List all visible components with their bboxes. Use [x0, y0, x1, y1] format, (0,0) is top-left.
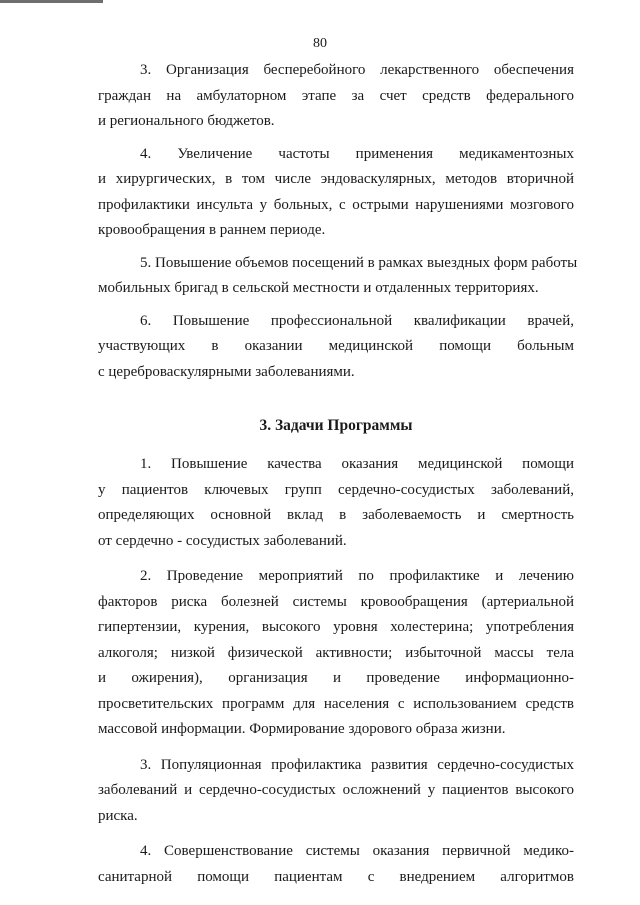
text-line: риска.	[98, 807, 138, 824]
text-line: 3. Популяционная профилактика развития сердечно-сосудистых	[140, 756, 574, 773]
task-item-4	[98, 839, 574, 890]
text-line: и ожирения), организация и проведение информационно-	[98, 670, 574, 686]
text-line: 4. Увеличение частоты применения медикаментозных	[140, 145, 574, 162]
text-line: и хирургических, в том числе эндоваскулярных, методов вторичной	[98, 171, 574, 187]
intro-item-6	[98, 309, 574, 386]
text-line: 2. Проведение мероприятий по профилактике и лечению	[140, 568, 574, 584]
intro-item-4	[98, 142, 574, 244]
text-line: 4. Совершенствование системы оказания первичной медико-	[140, 843, 574, 859]
text-line: от сердечно - сосудистых заболеваний.	[98, 532, 347, 549]
text-line: гипертензии, курения, высокого уровня холестерина; употребления	[98, 619, 574, 635]
intro-item-5	[98, 251, 578, 302]
task-item-1	[98, 452, 574, 554]
text-line: участвующих в оказании медицинской помощи больным	[98, 338, 574, 354]
text-line: с цереброваскулярными заболеваниями.	[98, 363, 355, 380]
text-line: 3. Организация бесперебойного лекарственного обеспечения	[140, 62, 574, 78]
text-line: 1. Повышение качества оказания медицинской помощи	[140, 456, 574, 472]
text-line: кровообращения в раннем периоде.	[98, 222, 326, 238]
text-line: заболеваний и сердечно-сосудистых осложнений у пациентов высокого	[98, 782, 574, 798]
page-number: 80	[313, 36, 327, 51]
text-line: 5. Повышение объемов посещений в рамках выездных форм работы	[140, 254, 578, 271]
text-line: и регионального бюджетов.	[98, 113, 275, 129]
text-line: массовой информации. Формирование здорового образа жизни.	[98, 721, 506, 737]
text-line: факторов риска болезней системы кровообращения (артериальной	[98, 593, 574, 610]
task-item-3	[98, 753, 574, 830]
text-line: у пациентов ключевых групп сердечно-сосудистых заболеваний,	[98, 481, 574, 498]
page-content	[98, 58, 578, 890]
text-line: определяющих основной вклад в заболеваемость и смертность	[98, 507, 574, 523]
scan-edge-rule	[0, 0, 103, 3]
text-line: просветительских программ для населения с использованием средств	[98, 695, 574, 712]
section-heading: 3. Задачи Программы	[259, 417, 413, 434]
text-line: 6. Повышение профессиональной квалификации врачей,	[140, 312, 574, 329]
text-line: алкоголя; низкой физической активности; избыточной массы тела	[98, 644, 574, 661]
intro-item-3	[98, 58, 574, 135]
text-line: мобильных бригад в сельской местности и отдаленных территориях.	[98, 280, 539, 296]
task-item-2	[98, 564, 574, 743]
text-line: граждан на амбулаторном этапе за счет средств федерального	[98, 87, 574, 104]
text-line: профилактики инсульта у больных, с острыми нарушениями мозгового	[98, 196, 574, 213]
text-line: санитарной помощи пациентам с внедрением алгоритмов	[98, 868, 574, 885]
